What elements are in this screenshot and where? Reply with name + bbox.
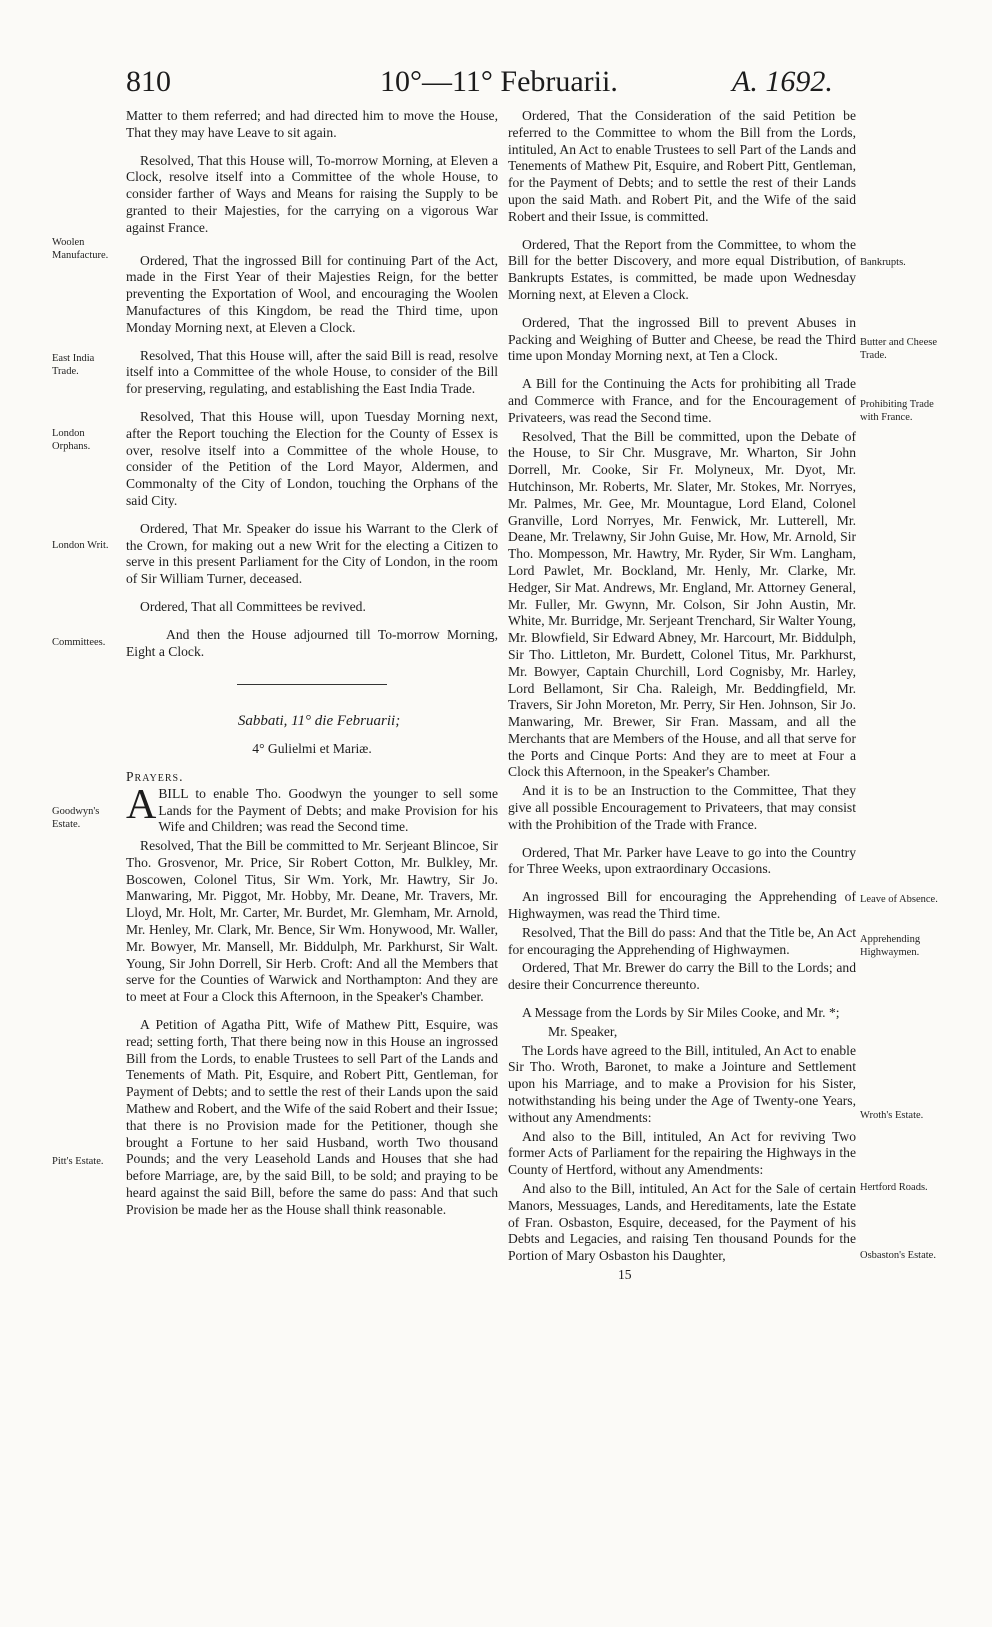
- margin-note: Wroth's Estate.: [860, 1110, 924, 1121]
- margin-note: London Writ.: [52, 540, 109, 551]
- margin-note: Goodwyn's Estate.: [52, 806, 100, 830]
- paragraph: Mr. Speaker,: [548, 1023, 618, 1039]
- paragraph: Ordered, That Mr. Brewer do carry the Bill to the Lords; and desire their Concurrence thereunto.: [508, 960, 856, 993]
- paragraph: And it is to be an Instruction to the Committee, That they give all possible Encouragement to Privateers, that may consist with the Prohibition of the Trade with France.: [508, 783, 856, 832]
- right-column: [508, 108, 856, 1295]
- paragraph: Ordered, That the ingrossed Bill for continuing Part of the Act, made in the First Year of their Majesties Reign, for the better preventing the Exportation of Wool, and encouraging the Woolen Manufactures of this Kingdom, be read the Third time, upon Monday Morning next, at Eleven a Clock.: [126, 252, 498, 335]
- paragraph: Ordered, That Mr. Speaker do issue his Warrant to the Clerk of the Crown, for making out a new Writ for the electing a Citizen to serve in this present Parliament for the City of London, in the room of Sir William Turner, deceased.: [126, 520, 498, 587]
- paragraph: Ordered, That the ingrossed Bill to prevent Abuses in Packing and Weighing of Butter and Cheese, be read the Third time upon Monday Morning next, at Ten a Clock.: [508, 314, 856, 364]
- paragraph: A Message from the Lords by Sir Miles Cooke, and Mr. *;: [522, 1005, 840, 1021]
- paragraph: And also to the Bill, intituled, An Act for reviving Two former Acts of Parliament for the repairing the Highways in the County of Hertford, without any Amendments:: [508, 1128, 856, 1178]
- margin-note: London Orphans.: [52, 428, 91, 452]
- paragraph: Ordered, That Mr. Parker have Leave to go into the Country for Three Weeks, upon extraordinary Occasions.: [508, 844, 856, 877]
- page-dates: 10°—11° Februarii.: [380, 65, 618, 98]
- paragraph: Ordered, That all Committees be revived.: [140, 598, 366, 614]
- left-column: [126, 108, 498, 1230]
- paragraph: An ingrossed Bill for encouraging the Apprehending of Highwaymen, was read the Third time.: [508, 889, 856, 922]
- paragraph: Ordered, That the Consideration of the said Petition be referred to the Committee to whom the Bill from the Lords, intituled, An Act to enable Trustees to sell Part of the Lands and Tenements of Mathew Pit, Esquire, and Robert Pitt, Gentleman, for the Payment of Debts; and to settle the rest of their Lands upon the said Math. and Robert Pit, and the Wife of the said Robert and their Issue, is committed.: [508, 108, 856, 224]
- paragraph: Ordered, That the Report from the Committee, to whom the Bill for the better Discovery, and more equal Distribution, of Bankrupts Estates, is committed, be made upon Wednesday Morning next, at Eleven a Clock.: [508, 236, 856, 302]
- drop-cap: A: [126, 781, 157, 828]
- paragraph: Resolved, That the Bill be committed to Mr. Serjeant Blincoe, Sir Tho. Grosvenor, Mr. Price, Sir Robert Cotton, Mr. Bulkley, Mr. Boscowen, Colonel Titus, Sir Wm. York, Mr. Hawtry, Sir Jo. Manwaring, Mr. Piggot, Mr. Hobby, Mr. Deane, Mr. Travers, Mr. Lloyd, Mr. Holt, Mr. Carter, Mr. Burdet, Mr. Glemham, Mr. Arnold, Mr. Henley, Mr. Clark, Mr. Bence, Sir Wm. Honywood, Mr. Waller, Mr. Bowyer, Mr. Mansell, Mr. Biddulph, Mr. Parkhurst, Sir Walt. Young, Sir John Dorrell, Sir Herb. Croft: And all the Members that serve for the Counties of Warwick and Northampton: And they are to meet at Four a Clock this Afternoon, in the Speaker's Chamber.: [126, 838, 498, 1005]
- page-number: 810: [126, 65, 171, 98]
- margin-note: Butter and Cheese Trade.: [860, 337, 937, 361]
- margin-note: East India Trade.: [52, 353, 95, 377]
- margin-note: Bankrupts.: [860, 257, 906, 268]
- paragraph: Resolved, That the Bill be committed, upon the Debate of the House, to Sir Chr. Musgrave, Mr. Wharton, Sir John Dorrell, Mr. Cooke, Sir Fr. Molyneux, Mr. Dyot, Mr. Hutchinson, Mr. Roberts, Mr. Slater, Mr. Stokes, Mr. Norryes, Mr. Palmes, Mr. Gee, Mr. Mountague, Lord Eland, Colonel Granville, Lord Norryes, Mr. Fenwick, Mr. Lutterell, Mr. Deane, Mr. Trelawny, Sir John Guise, Mr. How, Mr. Arnold, Sir Tho. Mompesson, Mr. Hawtry, Mr. Ryder, Sir Wm. Langham, Lord Pawlet, Mr. Bockland, Mr. Henly, Mr. Clarke, Mr. Hedger, Sir Mat. Andrews, Mr. England, Mr. Attorney General, Mr. Fuller, Mr. Gwynn, Mr. Colson, Sir John Austin, Mr. White, Mr. Burridge, Mr. Serjeant Trenchard, Sir Walter Young, Mr. Blowfield, Sir Edward Abney, Mr. Harcourt, Mr. Biddulph, Sir Tho. Littleton, Mr. Burdett, Colonel Titus, Mr. Parkhurst, Mr. Bowyer, Captain Churchill, Lord Cognisby, Mr. Harley, Lord Bellamont, Sir Cha. Raleigh, Mr. Beddingfield, Mr. Travers, Sir John Moreton, Mr. Perry, Sir Hen. Johnson, Sir Jo. Manwaring, Mr. Brewer, Sir Fran. Massam, and all the Merchants that are Members of the House, and all that serve for the Ports and Cinque Ports: And they are to meet at Four a Clock this Afternoon, in the Speaker's Chamber.: [508, 428, 856, 780]
- margin-note: Apprehending Highwaymen.: [860, 934, 921, 958]
- paragraph: [126, 781, 498, 836]
- paragraph: Matter to them referred; and had directed him to move the House, That they may have Leave to sit again.: [126, 108, 498, 140]
- page-year: A. 1692.: [732, 65, 833, 98]
- margin-note: Leave of Absence.: [860, 894, 938, 905]
- margin-note: Pitt's Estate.: [52, 1156, 104, 1167]
- paragraph: A Bill for the Continuing the Acts for prohibiting all Trade and Commerce with France, and for the Encouragement of Privateers, was read the Second time.: [508, 376, 856, 425]
- day-heading: Sabbati, 11° die Februarii;: [237, 713, 401, 730]
- margin-note: Prohibiting Trade with France.: [860, 399, 934, 423]
- section-divider: [237, 684, 387, 685]
- paragraph: A Petition of Agatha Pitt, Wife of Mathew Pitt, Esquire, was read; setting forth, That there being now in this House an ingrossed Bill from the Lords, to enable Trustees to sell Part of the Lands and Tenements of Math. Pit, Esquire, and Robert Pitt, Gentleman, for Payment of Debts; and to settle the rest of their Lands upon the said Mathew and Robert, and the Wife of the said Robert and their Issue; that there is no Provision made for the Petitioner, though she brought a Fortune to her said Husband, worth Two thousand Pounds; and the very Leasehold Lands and Houses that she had before Marriage, are, by the said Bill, to be sold; and praying to be heard against the said Bill, before the same do pass: And that such Provision be made her as the House shall think reasonable.: [126, 1017, 498, 1217]
- paragraph: And then the House adjourned till To-morrow Morning, Eight a Clock.: [126, 626, 498, 659]
- printer-signature: 15: [618, 1267, 632, 1282]
- prayers-heading: Prayers.: [126, 768, 184, 784]
- margin-note: Hertford Roads.: [860, 1182, 928, 1193]
- margin-note: Woolen Manufacture.: [52, 237, 109, 261]
- paragraph: Resolved, That the Bill do pass: And that the Title be, An Act for encouraging the Apprehending of Highwaymen.: [508, 924, 856, 957]
- paragraph: Resolved, That this House will, upon Tuesday Morning next, after the Report touching the Election for the County of Essex is over, resolve itself into a Committee of the whole House, to consider of the Petition of the Lord Mayor, Aldermen, and Commonalty of the City of London, touching the Orphans of the said City.: [126, 408, 498, 508]
- reign-heading: 4° Gulielmi et Mariæ.: [252, 741, 372, 757]
- paragraph: Resolved, That this House will, To-morrow Morning, at Eleven a Clock, resolve itself into a Committee of the whole House, to consider farther of Ways and Means for raising the Supply to be granted to their Majesties, for the carrying on a vigorous War against France.: [126, 152, 498, 235]
- paragraph: And also to the Bill, intituled, An Act for the Sale of certain Manors, Messuages, Lands, and Hereditaments, late the Estate of Fran. Osbaston, Esquire, deceased, for the Payment of his Debts and Legacies, and raising Ten thousand Pounds for the Portion of Mary Osbaston his Daughter,: [508, 1181, 856, 1264]
- margin-note: Osbaston's Estate.: [860, 1250, 936, 1261]
- margin-note: Committees.: [52, 637, 106, 648]
- paragraph-text: BILL to enable Tho. Goodwyn the younger to sell some Lands for the Payment of Debts; and make Provision for his Wife and Children; was read the Second time.: [158, 785, 498, 835]
- paragraph: Resolved, That this House will, after the said Bill is read, resolve itself into a Committee of the whole House, to consider of the Bill for preserving, regulating, and establishing the East India Trade.: [126, 347, 498, 397]
- paragraph: The Lords have agreed to the Bill, intituled, An Act to enable Sir Tho. Wroth, Baronet, to make a Jointure and Settlement upon his Marriage, and to make a Provision for his Sister, notwithstanding his being under the Age of Twenty-one Years, without any Amendments:: [508, 1042, 856, 1125]
